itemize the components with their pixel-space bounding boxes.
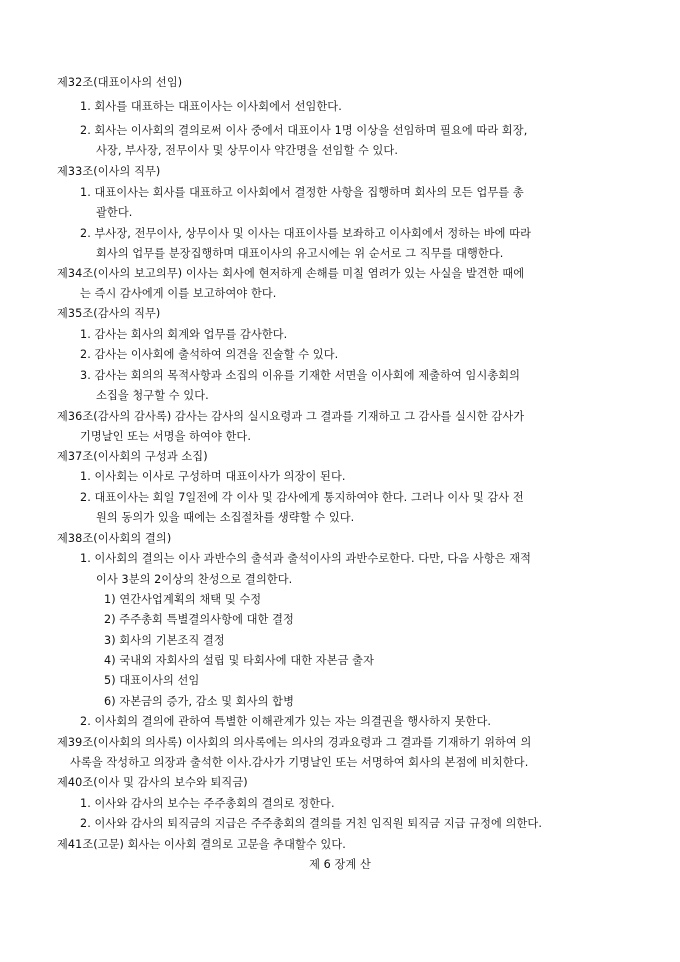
article-33-item-2: 2. 부사장, 전무이사, 상무이사 및 이사는 대표이사를 보좌하고 이사회에서 정하는 바에 따라: [80, 227, 532, 240]
article-33-heading: 제33조(이사의 직무): [57, 165, 161, 178]
article-35-item-1: 1. 감사는 회사의 회계와 업무를 감사한다.: [80, 328, 288, 341]
article-32-item-2: 2. 회사는 이사회의 결의로써 이사 중에서 대표이사 1명 이상을 선임하며 필요에 따라 회장,: [80, 124, 528, 137]
article-38-subitem-4: 4) 국내외 자회사의 설립 및 타회사에 대한 자본금 출자: [104, 654, 374, 667]
article-38-subitem-1: 1) 연간사업계획의 채택 및 수정: [104, 593, 262, 606]
article-38-subitem-2: 2) 주주총회 특별결의사항에 대한 결정: [104, 613, 294, 626]
article-33-item-1-cont: 괄한다.: [96, 206, 133, 219]
article-37-heading: 제37조(이사회의 구성과 소집): [57, 450, 208, 463]
article-35-item-3-cont: 소집을 청구할 수 있다.: [96, 389, 209, 402]
article-38-heading: 제38조(이사회의 결의): [57, 532, 172, 545]
article-38-item-2: 2. 이사회의 결의에 관하여 특별한 이해관계가 있는 자는 의결권을 행사하지 못한다.: [80, 715, 492, 728]
article-39-cont: 사록을 작성하고 의장과 출석한 이사.감사가 기명날인 또는 서명하여 회사의 본점에 비치한다.: [70, 756, 529, 769]
article-34-cont: 는 즉시 감사에게 이를 보고하여야 한다.: [80, 287, 277, 300]
article-35-item-3: 3. 감사는 회의의 목적사항과 소집의 이유를 기재한 서면을 이사회에 제출하여 임시총회의: [80, 369, 521, 382]
article-40-item-1: 1. 이사와 감사의 보수는 주주총회의 결의로 정한다.: [80, 797, 335, 810]
article-37-item-1: 1. 이사회는 이사로 구성하며 대표이사가 의장이 된다.: [80, 470, 346, 483]
article-37-item-2-cont: 원의 동의가 있을 때에는 소집절차를 생략할 수 있다.: [96, 511, 355, 524]
article-37-item-2: 2. 대표이사는 회일 7일전에 각 이사 및 감사에게 통지하여야 한다. 그러나 이사 및 감사 전: [80, 491, 524, 504]
article-40-heading: 제40조(이사 및 감사의 보수와 퇴직금): [57, 776, 248, 789]
article-40-item-2: 2. 이사와 감사의 퇴직금의 지급은 주주총회의 결의를 거친 임직원 퇴직금 지급 규정에 의한다.: [80, 817, 542, 830]
article-38-subitem-6: 6) 자본금의 증가, 감소 및 회사의 합병: [104, 695, 294, 708]
article-38-item-1-cont: 이사 3분의 2이상의 찬성으로 결의한다.: [96, 573, 293, 586]
article-32-item-1: 1. 회사를 대표하는 대표이사는 이사회에서 선임한다.: [80, 100, 342, 113]
article-38-subitem-5: 5) 대표이사의 선임: [104, 674, 200, 687]
article-33-item-1: 1. 대표이사는 회사를 대표하고 이사회에서 결정한 사항을 집행하며 회사의 모든 업무를 총: [80, 186, 524, 199]
article-41: 제41조(고문) 회사는 이사회 결의로 고문을 추대할수 있다.: [57, 838, 346, 851]
article-33-item-2-cont: 회사의 업무를 분장집행하며 대표이사의 유고시에는 위 순서로 그 직무를 대행한다.: [96, 247, 504, 260]
article-35-item-2: 2. 감사는 이사회에 출석하여 의견을 진술할 수 있다.: [80, 348, 339, 361]
article-36-cont: 기명날인 또는 서명을 하여야 한다.: [80, 430, 251, 443]
chapter-footer: 제 6 장계 산: [309, 858, 371, 871]
article-32-heading: 제32조(대표이사의 선임): [57, 76, 183, 89]
article-35-heading: 제35조(감사의 직무): [57, 307, 161, 320]
article-38-subitem-3: 3) 회사의 기본조직 결정: [104, 634, 225, 647]
article-34: 제34조(이사의 보고의무) 이사는 회사에 현저하게 손해를 미칠 염려가 있는 사실을 발견한 때에: [57, 267, 525, 280]
article-39: 제39조(이사회의 의사록) 이사회의 의사록에는 의사의 경과요령과 그 결과를 기재하기 위하여 의: [57, 736, 532, 749]
article-36: 제36조(감사의 감사록) 감사는 감사의 실시요령과 그 결과를 기재하고 그 감사를 실시한 감사가: [57, 410, 525, 423]
article-38-item-1: 1. 이사회의 결의는 이사 과반수의 출석과 출석이사의 과반수로한다. 다만, 다음 사항은 재적: [80, 552, 532, 565]
article-32-item-2-cont: 사장, 부사장, 전무이사 및 상무이사 약간명을 선임할 수 있다.: [96, 144, 398, 157]
